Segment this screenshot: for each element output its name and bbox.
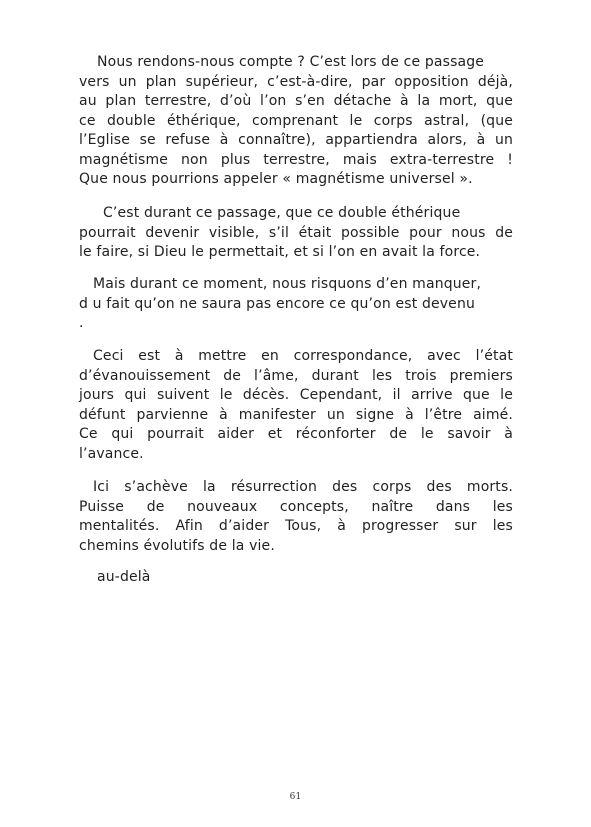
text-line: Que nous pourrions appeler « magnétisme universel ». [79,171,473,187]
paragraph-au-dela [79,568,513,588]
text-line: le faire, si Dieu le permettait, et si l’on en avait la force. [79,244,481,260]
text-line: l’avance. [79,445,144,462]
text-line: d’évanouissement de l’âme, durant les trois premiers [79,367,513,384]
text-line: magnétisme non plus terrestre, mais extra-terrestre ! [79,151,513,168]
text-line: Ce qui pourrait aider et réconforter de le savoir à [79,426,513,442]
text-line: . [79,315,84,331]
text-line: au-delà [97,569,151,585]
text-line: Nous rendons-nous compte ? C’est lors de ce passage [97,54,485,70]
paragraph-correspondence [79,347,513,464]
page-number: 61 [289,792,302,802]
text-line: Mais durant ce moment, nous risquons d’en manquer, [93,276,482,292]
text-line: Ceci est à mettre en correspondance, avec l’état [93,348,513,364]
text-line: chemins évolutifs de la vie. [79,537,275,554]
text-line: mentalités. Afin d’aider Tous, à progresser sur les [79,518,513,534]
text-line: ce double éthérique, comprenant le corps astral, (que [79,112,513,129]
paragraph-visible [79,204,513,263]
text-line: vers un plan supérieur, c’est-à-dire, par opposition déjà, [79,73,513,90]
text-line: C’est durant ce passage, que ce double éthérique [103,205,461,221]
paragraph-passage [79,53,513,190]
text-line: l’Eglise se refuse à connaître), appartiendra alors, à un [79,132,513,148]
text-line: Puisse de nouveaux concepts, naître dans les [79,498,513,515]
text-line: Ici s’achève la résurrection des corps des morts. [93,479,513,495]
text-line: d u fait qu’on ne saura pas encore ce qu’on est devenu [79,295,475,312]
text-line: jours qui suivent le décès. Cependant, il arrive que le [79,387,513,403]
paragraph-conclusion [79,478,513,556]
paragraph-moment [79,275,513,334]
text-line: défunt parvienne à manifester un signe à l’être aimé. [79,406,513,423]
text-line: au plan terrestre, d’où l’on s’en détache à la mort, que [79,93,513,109]
text-line: pourrait devenir visible, s’il était possible pour nous de [79,224,513,241]
